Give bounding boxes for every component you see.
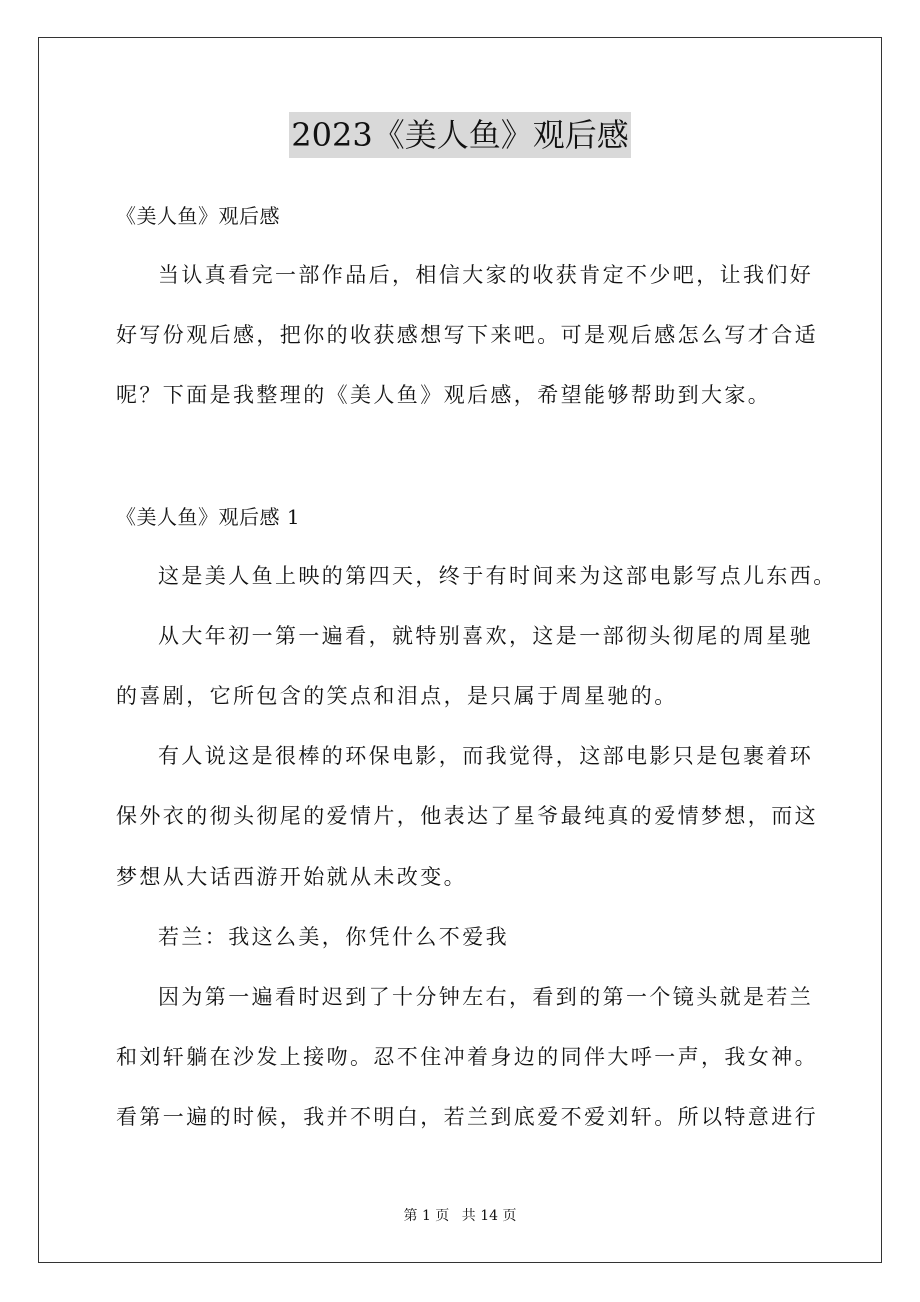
document-title — [0, 112, 920, 158]
section1-line-6: 梦想从大话西游开始就从未改变。 — [116, 865, 467, 889]
section1-line-7: 若兰：我这么美，你凭什么不爱我 — [158, 925, 509, 949]
section1-line-8: 因为第一遍看时迟到了十分钟左右，看到的第一个镜头就是若兰 — [158, 985, 814, 1009]
page-footer — [0, 1206, 920, 1226]
section1-heading: 《美人鱼》观后感 1 — [116, 505, 301, 529]
page-number: 第 1 页 — [403, 1208, 450, 1224]
section1-line-2: 从大年初一第一遍看，就特别喜欢，这是一部彻头彻尾的周星驰 — [158, 624, 814, 648]
intro-heading: 《美人鱼》观后感 — [116, 204, 280, 228]
page-total: 共 14 页 — [461, 1208, 517, 1224]
section1-line-4: 有人说这是很棒的环保电影，而我觉得，这部电影只是包裹着环 — [158, 744, 814, 768]
document-title-text: 2023《美人鱼》观后感 — [289, 112, 630, 158]
intro-line-2: 好写份观后感，把你的收获感想写下来吧。可是观后感怎么写才合适 — [116, 323, 818, 347]
intro-line-3: 呢？下面是我整理的《美人鱼》观后感，希望能够帮助到大家。 — [116, 383, 772, 407]
section1-line-5: 保外衣的彻头彻尾的爱情片，他表达了星爷最纯真的爱情梦想，而这 — [116, 804, 818, 828]
section1-line-1: 这是美人鱼上映的第四天，终于有时间来为这部电影写点儿东西。 — [158, 564, 837, 588]
intro-line-1: 当认真看完一部作品后，相信大家的收获肯定不少吧，让我们好 — [158, 263, 814, 287]
section1-line-3: 的喜剧，它所包含的笑点和泪点，是只属于周星驰的。 — [116, 684, 678, 708]
section1-line-10: 看第一遍的时候，我并不明白，若兰到底爱不爱刘轩。所以特意进行 — [116, 1105, 818, 1129]
section1-line-9: 和刘轩躺在沙发上接吻。忍不住冲着身边的同伴大呼一声，我女神。 — [116, 1045, 818, 1069]
